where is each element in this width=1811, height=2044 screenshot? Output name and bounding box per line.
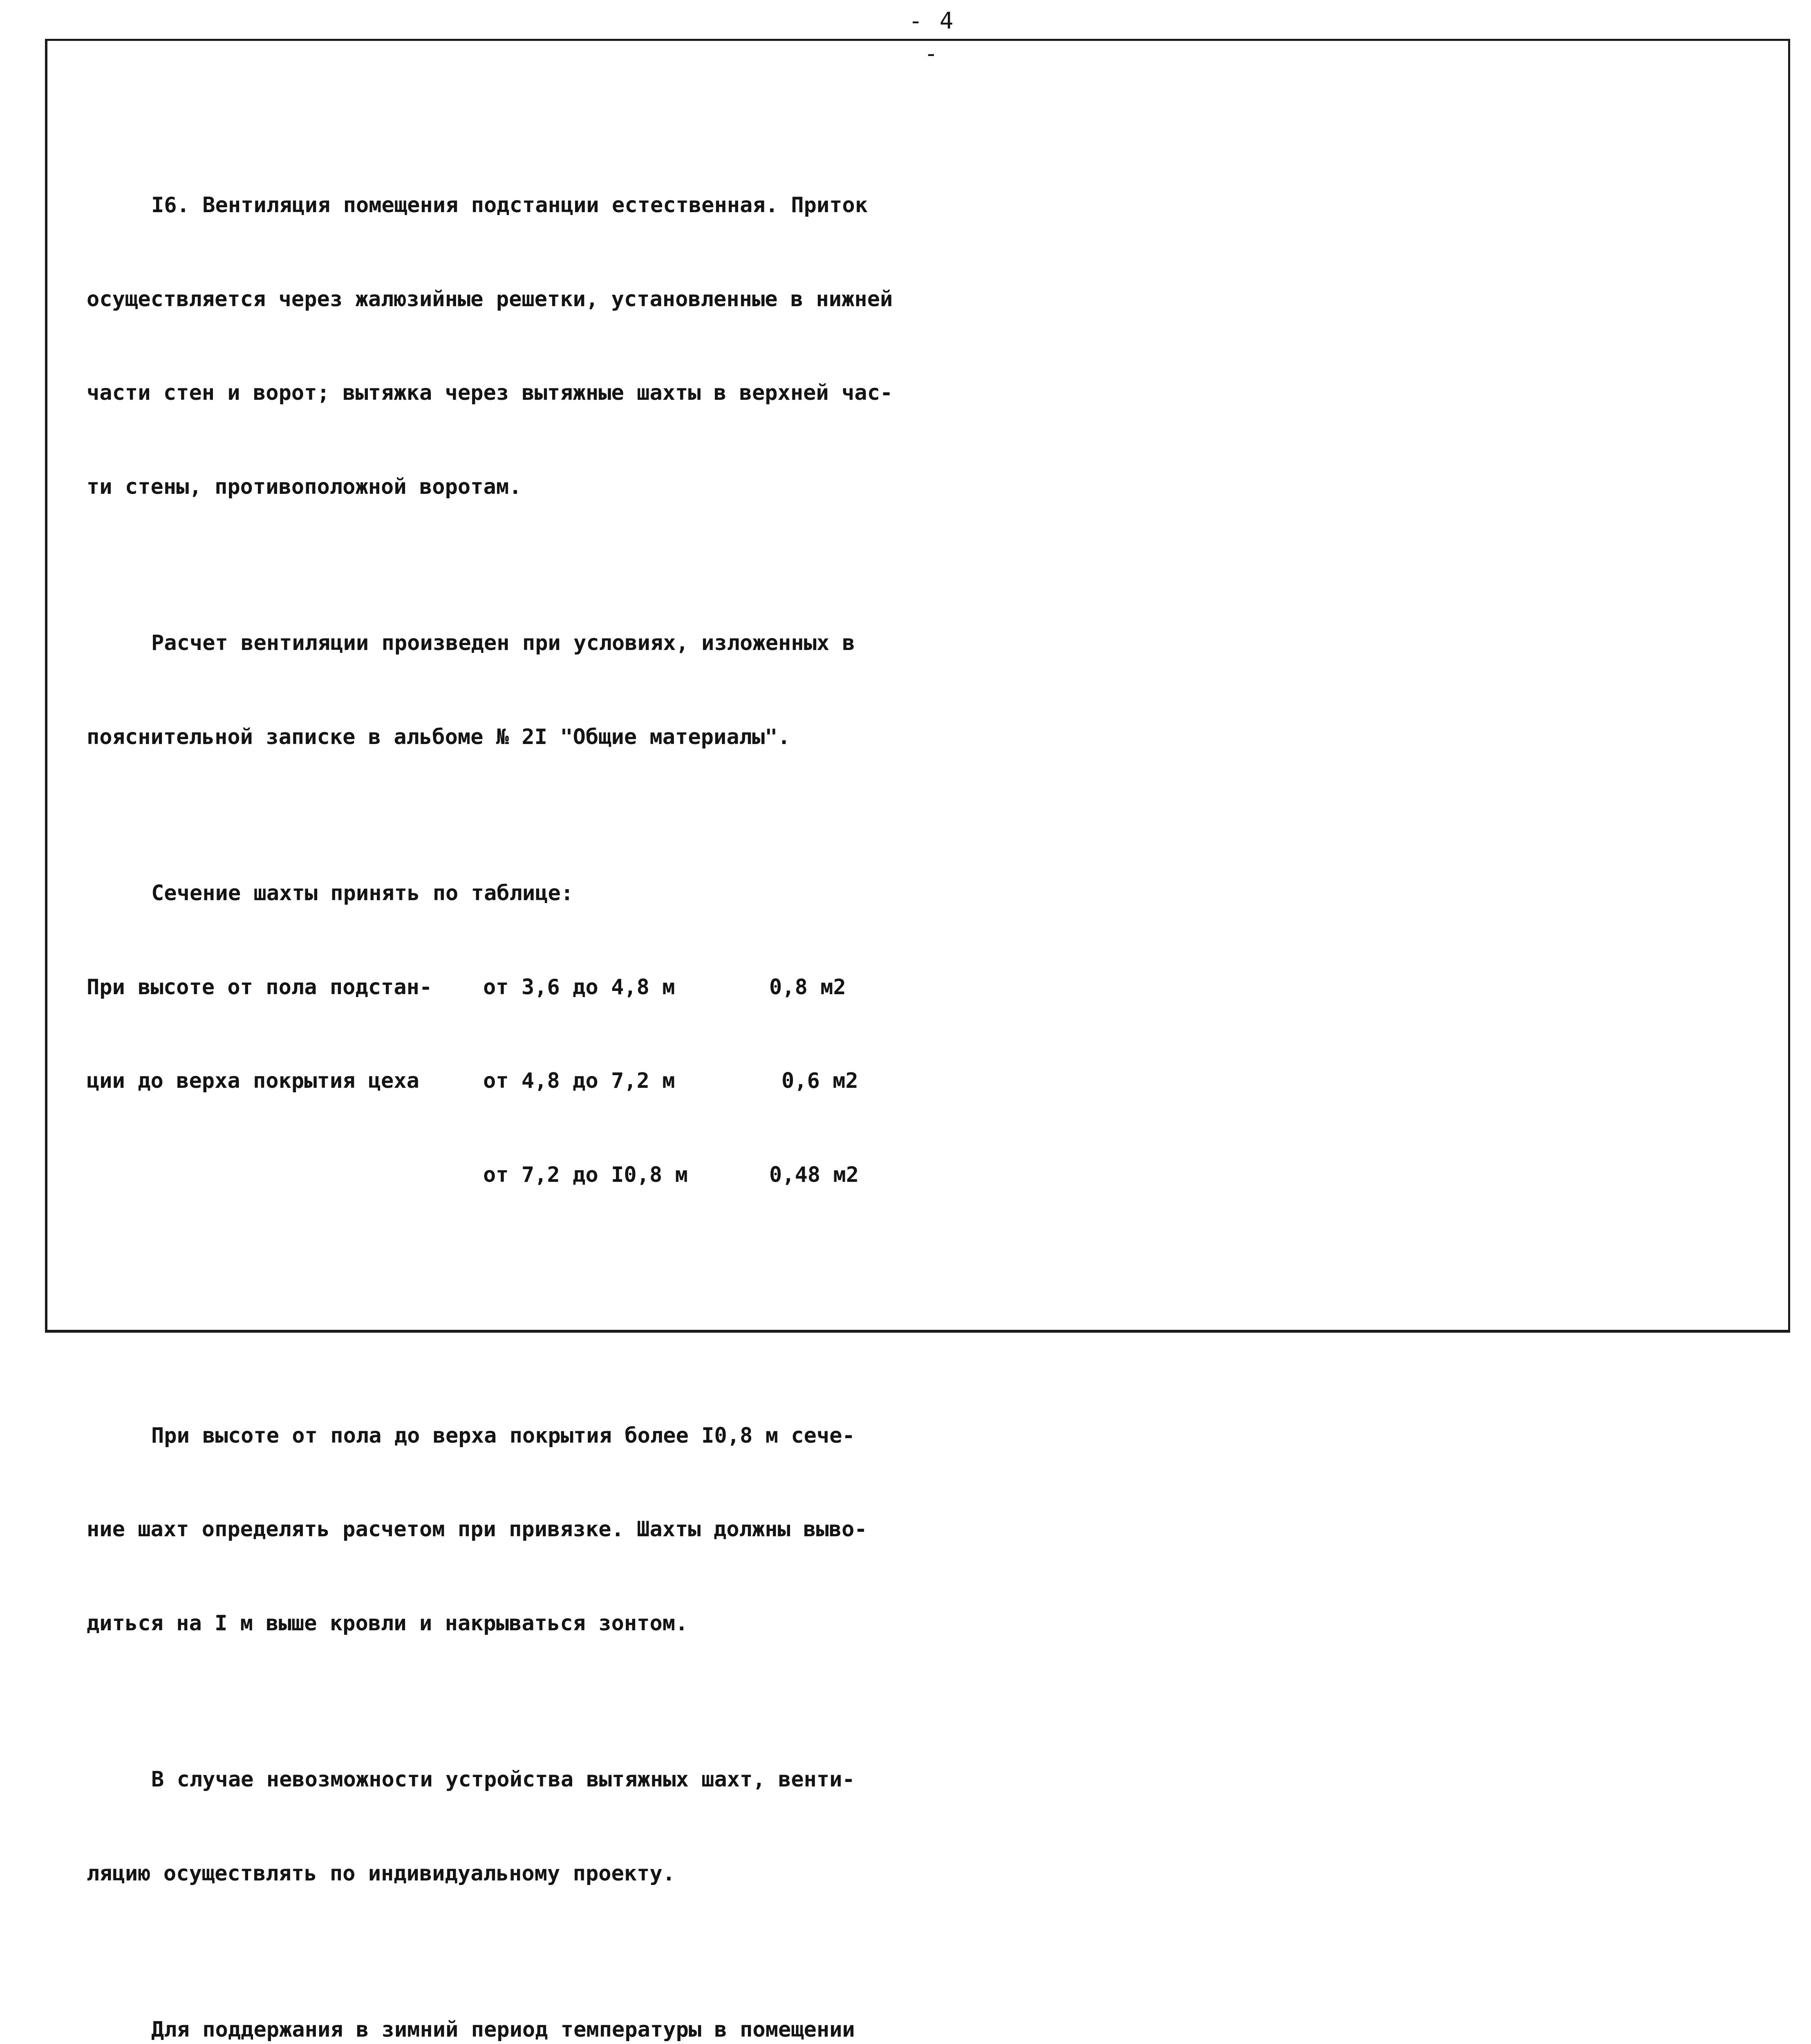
shaft-row-area: 0,48 м2	[769, 1162, 859, 1187]
para16-line: части стен и ворот; вытяжка через вытяжные шахты в верхней час-	[87, 381, 893, 405]
para16-line: ти стены, противоположной воротам.	[87, 474, 522, 499]
shaft-row-label: ции до верха покрытия цеха	[87, 1069, 419, 1093]
calc-line: пояснительной записке в альбоме № 2I "Общие материалы".	[87, 724, 790, 749]
spacer	[87, 1284, 920, 1295]
shaft-table-intro: Сечение шахты принять по таблице:	[151, 881, 574, 905]
impossible-line: ляцию осуществлять по индивидуальному проекту.	[87, 1861, 676, 1886]
shaft-table-row	[87, 1065, 920, 1097]
shaft-row-area: 0,6 м2	[781, 1069, 858, 1093]
document-body	[87, 65, 920, 2044]
above-line: диться на I м выше кровли и накрываться зонтом.	[87, 1611, 688, 1636]
shaft-table-row	[87, 1159, 920, 1191]
above-line: При высоте от пола до верха покрытия более I0,8 м сече-	[151, 1423, 855, 1448]
para16-line: осуществляется через жалюзийные решетки, установленные в нижней	[87, 287, 893, 312]
shaft-row-area: 0,8 м2	[769, 975, 846, 1000]
shaft-row-range: от 4,8 до 7,2 м	[483, 1069, 675, 1093]
para16-line: I6. Вентиляция помещения подстанции естественная. Приток	[151, 193, 868, 217]
shaft-row-label: При высоте от пола подстан-	[87, 975, 432, 1000]
heating-line: Для поддержания в зимний период температуры в помещении	[151, 2017, 855, 2042]
shaft-row-range: от 3,6 до 4,8 м	[483, 975, 675, 1000]
impossible-line: В случае невозможности устройства вытяжных шахт, венти-	[151, 1767, 855, 1792]
shaft-row-range: от 7,2 до I0,8 м	[483, 1162, 688, 1187]
calc-line: Расчет вентиляции произведен при условиях, изложенных в	[151, 631, 855, 655]
above-line: ние шахт определять расчетом при привязке. Шахты должны выво-	[87, 1517, 867, 1542]
shaft-table-row	[87, 972, 920, 1003]
page-number: - 4 -	[909, 8, 955, 67]
